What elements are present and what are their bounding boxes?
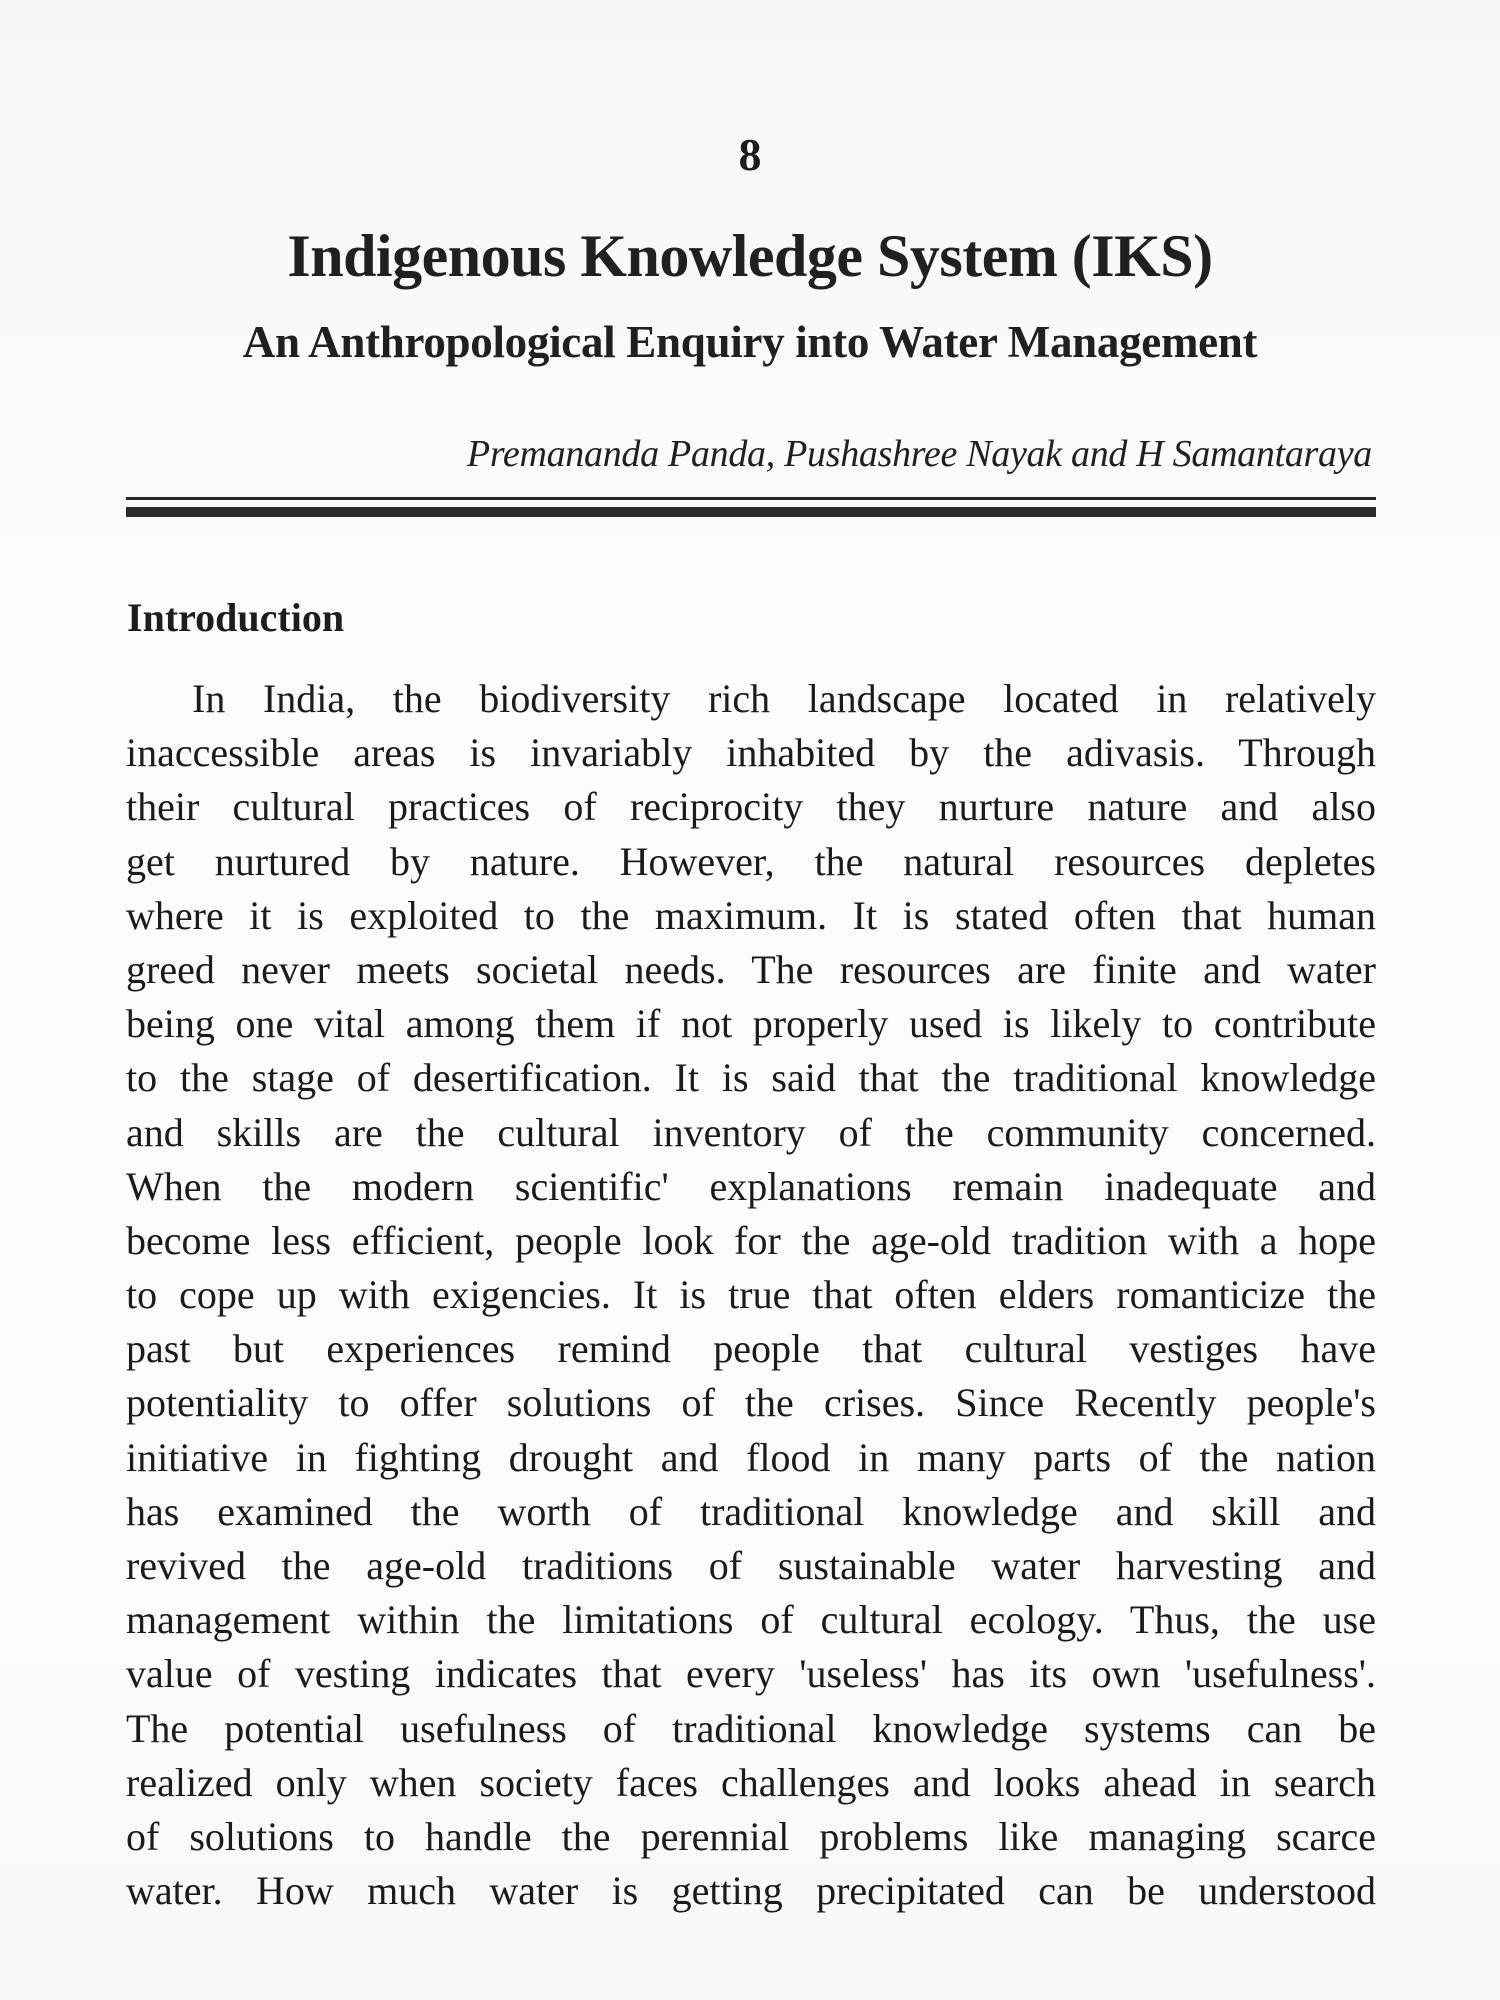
- text-line: greed never meets societal needs. The resources are finite and water: [126, 946, 1376, 992]
- text-line: potentiality to offer solutions of the crises. Since Recently people's: [126, 1380, 1376, 1426]
- text-line: has examined the worth of traditional knowledge and skill and: [126, 1488, 1376, 1534]
- text-line: The potential usefulness of traditional knowledge systems can be: [126, 1705, 1376, 1751]
- text-line: to the stage of desertification. It is said that the traditional knowledge: [126, 1055, 1376, 1101]
- header-divider-thin: [126, 497, 1376, 500]
- text-line: become less efficient, people look for the age-old tradition with a hope: [126, 1217, 1376, 1263]
- text-line: their cultural practices of reciprocity they nurture nature and also: [126, 784, 1376, 830]
- body-paragraph: [126, 672, 1376, 1918]
- chapter-subtitle: An Anthropological Enquiry into Water Management: [242, 317, 1258, 367]
- text-line: water. How much water is getting precipitated can be understood: [126, 1868, 1376, 1914]
- text-line: to cope up with exigencies. It is true that often elders romanticize the: [126, 1272, 1376, 1318]
- text-line: value of vesting indicates that every 'useless' has its own 'usefulness'.: [126, 1651, 1376, 1697]
- text-line: past but experiences remind people that cultural vestiges have: [126, 1326, 1376, 1372]
- text-line: management within the limitations of cultural ecology. Thus, the use: [126, 1597, 1376, 1643]
- text-line: initiative in fighting drought and flood in many parts of the nation: [126, 1434, 1376, 1480]
- text-line: and skills are the cultural inventory of the community concerned.: [126, 1109, 1376, 1155]
- text-line: of solutions to handle the perennial problems like managing scarce: [126, 1813, 1376, 1859]
- author-line: Premananda Panda, Pushashree Nayak and H Samantaraya: [466, 433, 1372, 475]
- chapter-title: Indigenous Knowledge System (IKS): [287, 223, 1213, 289]
- section-heading-introduction: Introduction: [127, 595, 345, 640]
- chapter-number: 8: [738, 129, 762, 180]
- text-line: When the modern scientific' explanations remain inadequate and: [126, 1163, 1376, 1209]
- text-line: inaccessible areas is invariably inhabited by the adivasis. Through: [126, 730, 1376, 776]
- text-line: get nurtured by nature. However, the natural resources depletes: [126, 838, 1376, 884]
- header-divider-thick: [126, 507, 1376, 517]
- text-line: realized only when society faces challenges and looks ahead in search: [126, 1759, 1376, 1805]
- text-line: being one vital among them if not properly used is likely to contribute: [126, 1001, 1376, 1047]
- text-line: In India, the biodiversity rich landscape located in relatively: [192, 676, 1376, 721]
- text-line: where it is exploited to the maximum. It is stated often that human: [126, 892, 1376, 938]
- text-line: revived the age-old traditions of sustainable water harvesting and: [126, 1543, 1376, 1588]
